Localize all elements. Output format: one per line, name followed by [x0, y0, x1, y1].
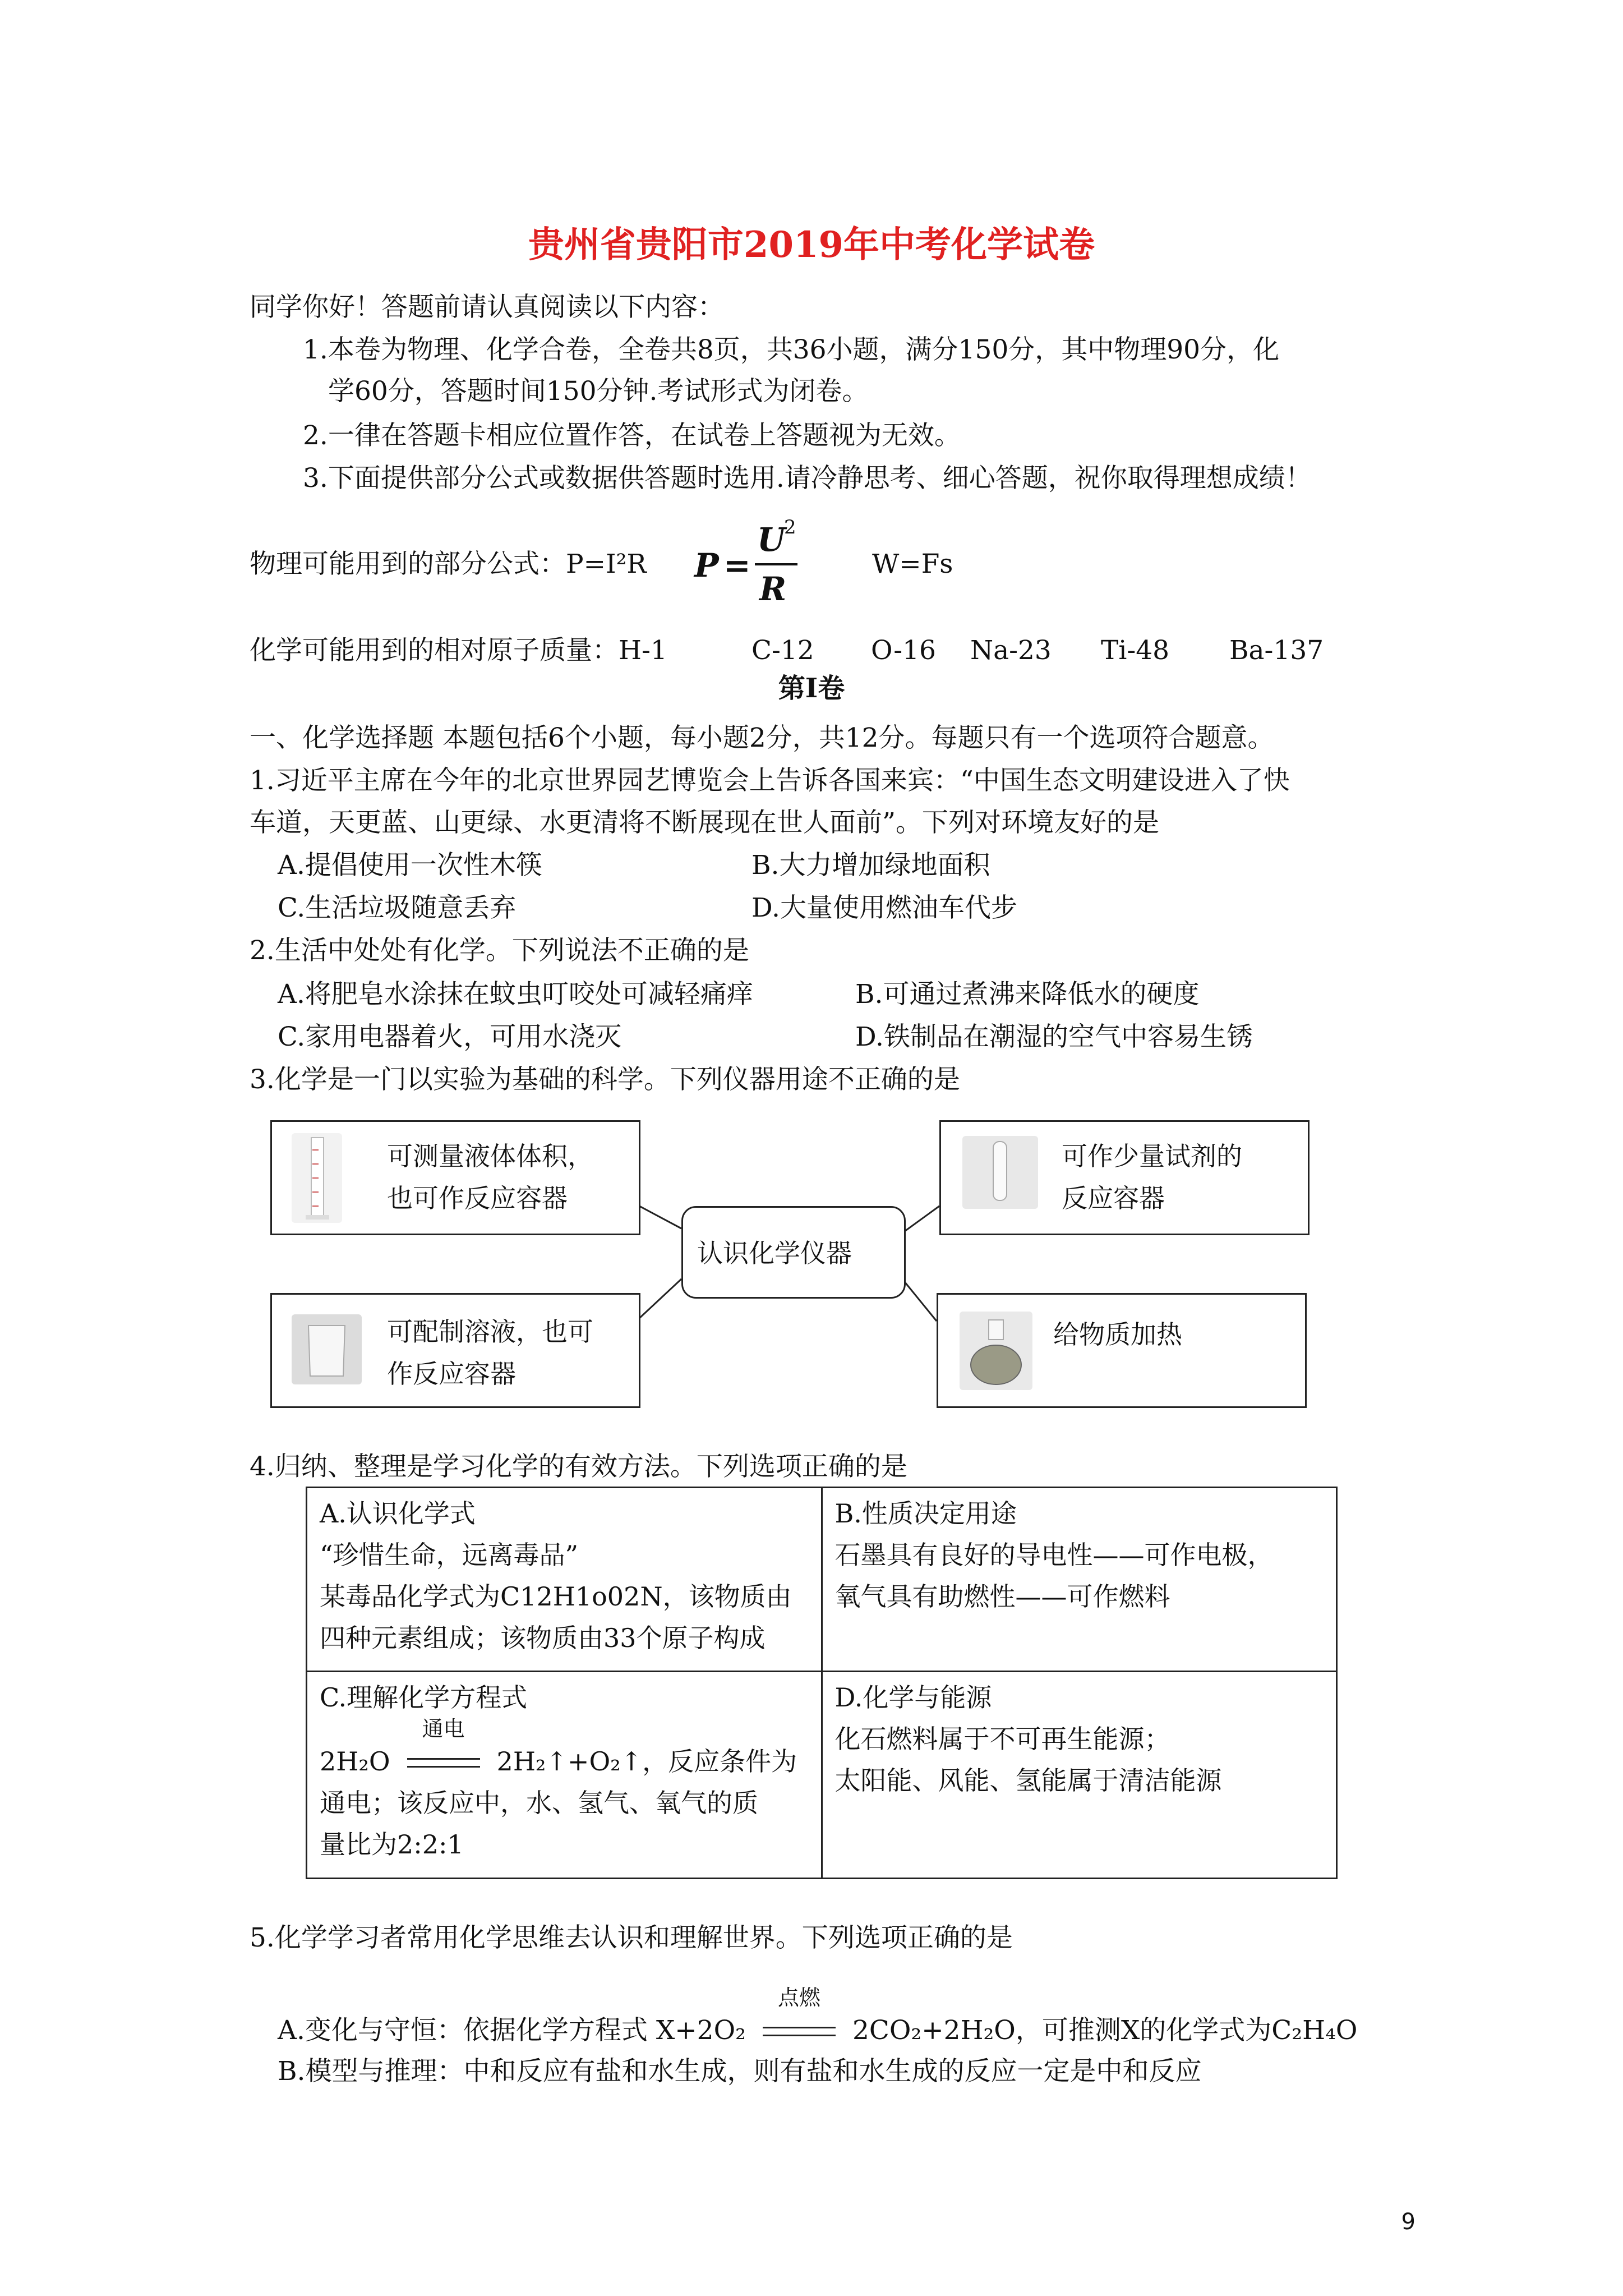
q5-a-post: 2CO₂+2H₂O，可推测X的化学式为C₂H₄O: [852, 2015, 1358, 2046]
connector-bl: [639, 1279, 681, 1318]
part-one-instructions: 一、化学选择题 本题包括6个小题，每小题2分，共12分。每题只有一个选项符合题意。: [250, 723, 1274, 753]
q4-c-products: 2H₂↑+O₂↑，反应条件为: [496, 1746, 797, 1777]
connector-br: [905, 1282, 937, 1321]
atomic-mass-ti: Ti-48: [1101, 635, 1170, 666]
q4-cell-a: [307, 1488, 822, 1672]
q4-stem: 4.归纳、整理是学习化学的有效方法。下列选项正确的是: [250, 1451, 907, 1482]
q4-cell-c: [307, 1671, 822, 1878]
q1-stem: 1.习近平主席在今年的北京世界园艺博览会上告诉各国来宾：“中国生态文明建设进入了快: [250, 765, 1290, 796]
box-bl-line-2: 作反应容器: [387, 1359, 516, 1389]
formula-denominator: R: [759, 570, 787, 608]
box-tr-line-1: 可作少量试剂的: [1062, 1141, 1242, 1171]
box-br-line-1: 给物质加热: [1053, 1319, 1182, 1350]
page-title: 贵州省贵阳市2019年中考化学试卷: [528, 224, 1095, 266]
physics-formula-label: 物理可能用到的部分公式：P=I²R: [250, 549, 647, 579]
formula-exponent: 2: [784, 516, 796, 539]
q5-a-pre: A.变化与守恒：依据化学方程式 X+2O₂: [278, 2015, 746, 2046]
intro-item-2: 2.一律在答题卡相应位置作答，在试卷上答题视为无效。: [303, 420, 961, 451]
atomic-mass-label: 化学可能用到的相对原子质量：H-1: [250, 635, 667, 666]
box-bl-line-1: 可配制溶液，也可: [387, 1317, 593, 1347]
q1-option-b: B.大力增加绿地面积: [751, 850, 990, 881]
q4-b-line-1: 石墨具有良好的导电性——可作电极，: [834, 1540, 1274, 1570]
intro-item-1: 1.本卷为物理、化学合卷，全卷共8页，共36小题，满分150分，其中物理90分，化: [303, 334, 1280, 365]
atomic-mass-c: C-12: [751, 635, 814, 666]
q4-cell-d: [822, 1671, 1337, 1878]
test-tube-icon: [962, 1136, 1038, 1209]
q4-a-line-3: 四种元素组成；该物质由33个原子构成: [320, 1623, 766, 1653]
instrument-box-alcohol-lamp: [937, 1293, 1307, 1408]
connector-tr: [905, 1206, 939, 1231]
q4-c-line-2: 通电；该反应中，水、氢气、氧气的质: [320, 1787, 758, 1818]
q4-d-line-2: 太阳能、风能、氢能属于清洁能源: [834, 1765, 1222, 1796]
box-tl-line-1: 可测量液体体积，: [387, 1141, 593, 1171]
work-formula: W=Fs: [872, 549, 953, 579]
q4-b-line-2: 氧气具有助燃性——可作燃料: [834, 1581, 1170, 1612]
center-box-instruments: [681, 1206, 906, 1299]
q4-a-line-2: 某毒品化学式为C12H1o02N，该物质由: [320, 1581, 792, 1612]
q5-stem: 5.化学学习者常用化学思维去认识和理解世界。下列选项正确的是: [250, 1922, 1013, 1953]
q2-option-b: B.可通过煮沸来降低水的硬度: [855, 979, 1200, 1010]
q3-stem: 3.化学是一门以实验为基础的科学。下列仪器用途不正确的是: [250, 1064, 960, 1095]
q1-option-a: A.提倡使用一次性木筷: [278, 850, 542, 881]
q4-d-line-1: 化石燃料属于不可再生能源；: [834, 1723, 1170, 1754]
q2-stem: 2.生活中处处有化学。下列说法不正确的是: [250, 935, 749, 966]
center-box-label: 认识化学仪器: [697, 1238, 852, 1268]
q5-a-reaction-arrow: [757, 1985, 841, 2049]
intro-item-1-cont: 学60分，答题时间150分钟.考试形式为闭卷。: [328, 376, 869, 407]
q1-stem-cont: 车道，天更蓝、山更绿、水更清将不断展现在世人面前”。下列对环境友好的是: [250, 807, 1160, 838]
alcohol-lamp-icon: [960, 1312, 1032, 1390]
q2-option-a: A.将肥皂水涂抹在蚊虫叮咬处可减轻痛痒: [278, 979, 753, 1010]
q4-cell-b: [822, 1488, 1337, 1672]
page-number: 9: [1401, 2209, 1415, 2235]
formula-numerator: U: [757, 521, 786, 559]
formula-lhs: P: [694, 546, 719, 585]
q1-option-c: C.生活垃圾随意丢弃: [278, 892, 517, 923]
formula-equals: =: [723, 546, 751, 585]
q4-c-equation: [320, 1716, 809, 1782]
q4-d-title: D.化学与能源: [834, 1682, 992, 1713]
q4-c-reactant: 2H₂O: [320, 1746, 390, 1777]
q4-a-title: A.认识化学式: [320, 1498, 476, 1529]
box-tr-line-2: 反应容器: [1062, 1183, 1165, 1213]
q5-option-a: [278, 1985, 1358, 2049]
q4-c-condition: 通电: [422, 1716, 465, 1741]
q4-c-title: C.理解化学方程式: [320, 1682, 528, 1713]
intro-item-3: 3.下面提供部分公式或数据供答题时选用.请冷静思考、细心答题，祝你取得理想成绩！: [303, 463, 1312, 494]
atomic-mass-na: Na-23: [970, 635, 1052, 666]
q2-option-d: D.铁制品在潮湿的空气中容易生锈: [855, 1022, 1253, 1052]
q1-option-d: D.大量使用燃油车代步: [751, 892, 1017, 923]
q2-option-c: C.家用电器着火，可用水浇灭: [278, 1022, 622, 1052]
box-tl-line-2: 也可作反应容器: [387, 1183, 568, 1213]
q4-a-line-1: “珍惜生命，远离毒品”: [320, 1540, 579, 1570]
intro-greeting: 同学你好！答题前请认真阅读以下内容：: [250, 292, 724, 323]
q5-option-b: B.模型与推理：中和反应有盐和水生成，则有盐和水生成的反应一定是中和反应: [278, 2056, 1202, 2087]
section-title: 第Ⅰ卷: [778, 673, 845, 704]
connector-tl: [639, 1206, 681, 1228]
q5-a-condition: 点燃: [777, 1985, 820, 2010]
instrument-box-beaker: [270, 1293, 640, 1408]
q4-c-line-3: 量比为2:2:1: [320, 1829, 464, 1860]
atomic-mass-o: O-16: [871, 635, 936, 666]
q4-b-title: B.性质决定用途: [834, 1498, 1017, 1529]
q4-c-reaction-arrow: [402, 1716, 486, 1780]
instrument-box-test-tube: [939, 1120, 1310, 1235]
q4-options-table: [306, 1487, 1338, 1879]
atomic-mass-ba: Ba-137: [1229, 635, 1324, 666]
beaker-icon: [292, 1314, 362, 1384]
instrument-box-graduated-cylinder: [270, 1120, 640, 1235]
graduated-cylinder-icon: [292, 1133, 342, 1223]
